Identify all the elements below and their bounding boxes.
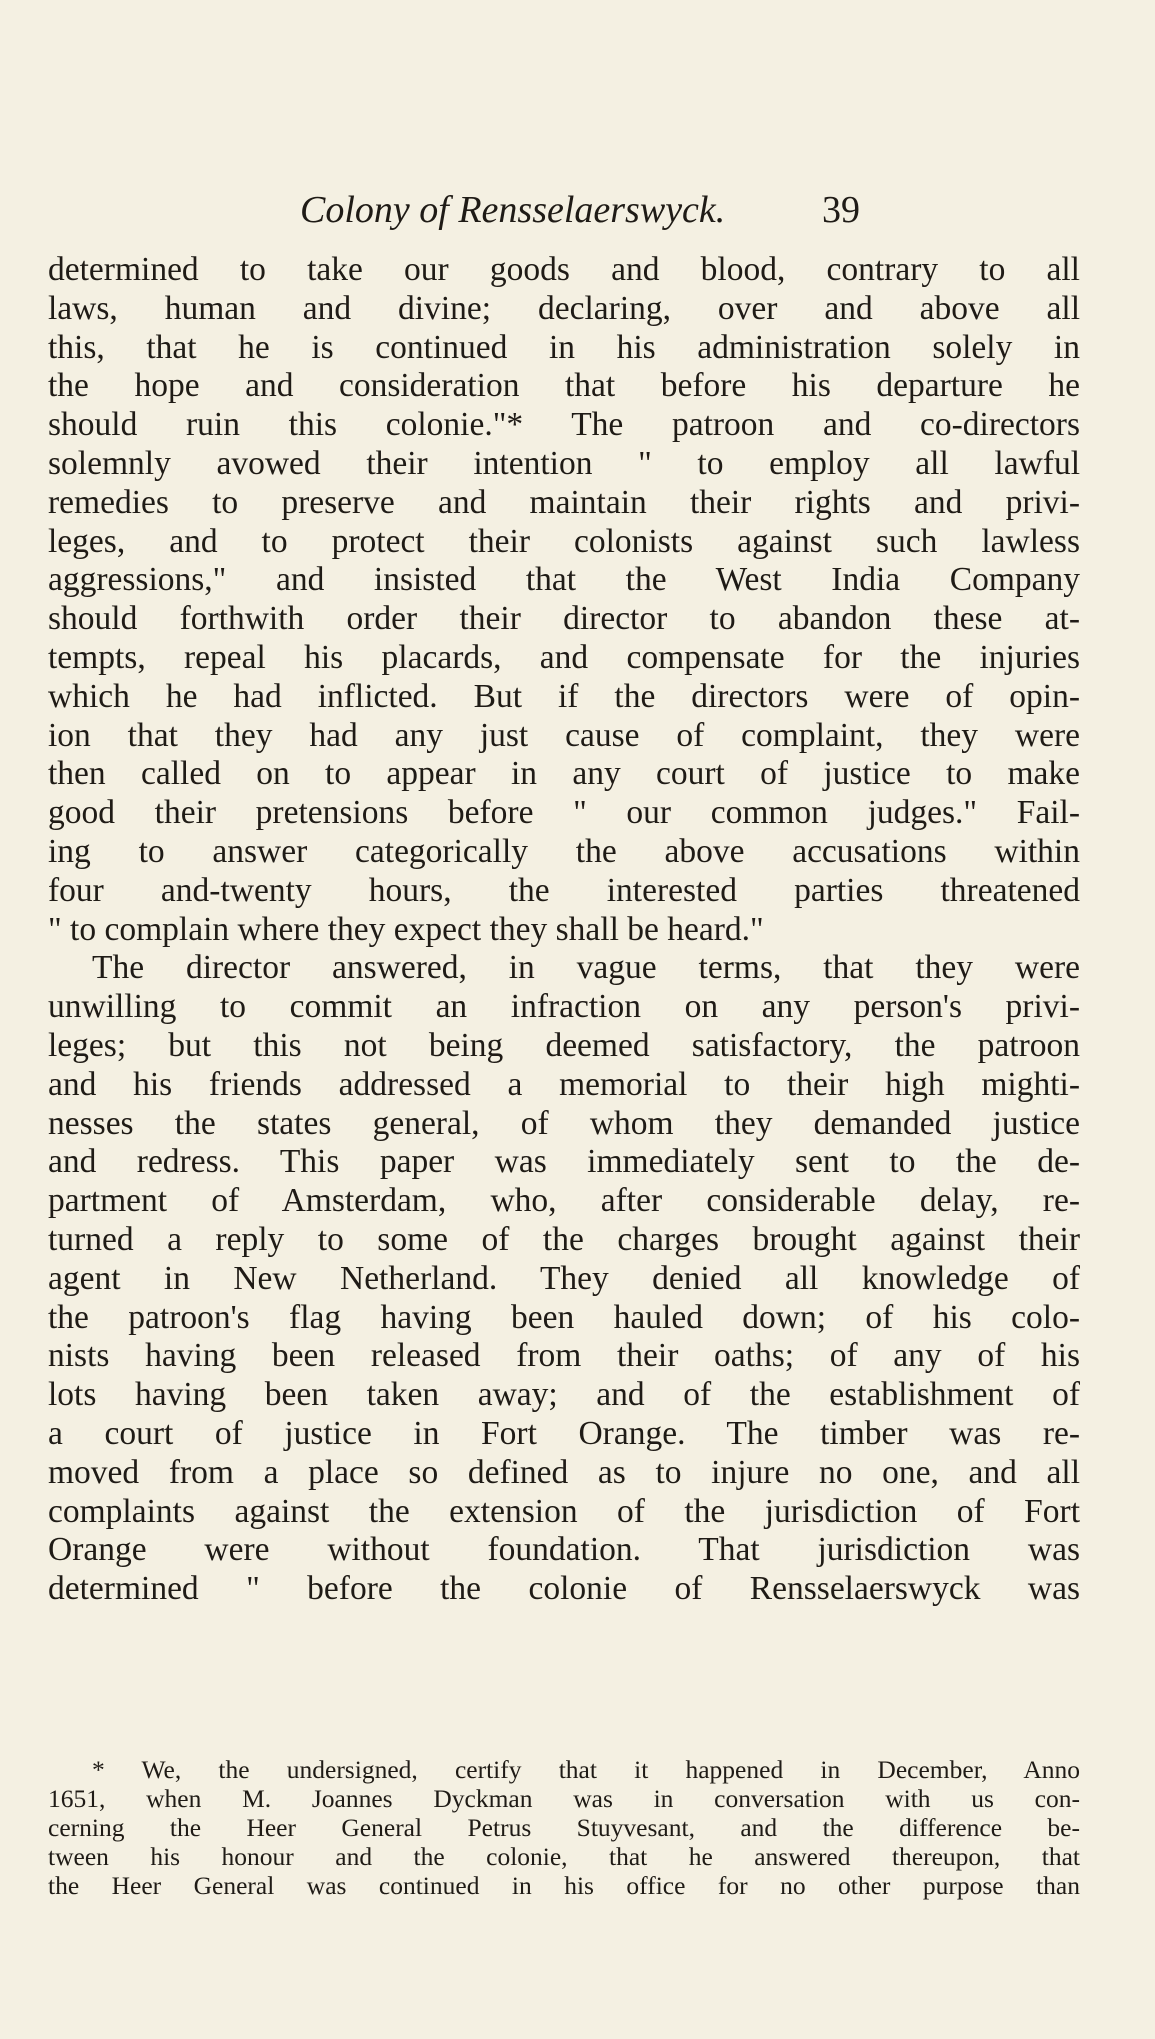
text-line: agent in New Netherland. They denied all knowledge of bbox=[48, 1259, 1080, 1297]
footnote-line: 1651, when M. Joannes Dyckman was in conversation with us con- bbox=[48, 1784, 1080, 1813]
text-line: determined " before the colonie of Rensselaerswyck was bbox=[48, 1570, 1080, 1608]
text-line: remedies to preserve and maintain their rights and privi- bbox=[48, 483, 1080, 521]
text-line: leges; but this not being deemed satisfactory, the patroon bbox=[48, 1026, 1080, 1064]
text-line: then called on to appear in any court of justice to make bbox=[48, 755, 1080, 793]
footnote-line: tween his honour and the colonie, that he answered thereupon, that bbox=[48, 1842, 1080, 1871]
text-line: turned a reply to some of the charges brought against their bbox=[48, 1220, 1080, 1258]
text-line: ing to answer categorically the above accusations within bbox=[48, 832, 1080, 870]
text-line: should forthwith order their director to abandon these at- bbox=[48, 600, 1080, 638]
text-line: the hope and consideration that before his departure he bbox=[48, 367, 1080, 405]
text-line: moved from a place so defined as to injure no one, and all bbox=[48, 1453, 1080, 1491]
text-line: partment of Amsterdam, who, after considerable delay, re- bbox=[48, 1182, 1080, 1220]
running-head bbox=[300, 188, 860, 238]
text-line: leges, and to protect their colonists against such lawless bbox=[48, 522, 1080, 560]
text-line: tempts, repeal his placards, and compensate for the injuries bbox=[48, 638, 1080, 676]
text-line: this, that he is continued in his administration solely in bbox=[48, 328, 1080, 366]
text-line: ion that they had any just cause of complaint, they were bbox=[48, 716, 1080, 754]
text-line: good their pretensions before " our common judges." Fail- bbox=[48, 794, 1080, 832]
text-line: nesses the states general, of whom they demanded justice bbox=[48, 1104, 1080, 1142]
text-line: complaints against the extension of the jurisdiction of Fort bbox=[48, 1492, 1080, 1530]
text-line: and his friends addressed a memorial to their high mighti- bbox=[48, 1065, 1080, 1103]
text-line: nists having been released from their oaths; of any of his bbox=[48, 1337, 1080, 1375]
text-line: and redress. This paper was immediately sent to the de- bbox=[48, 1143, 1080, 1181]
footnote bbox=[48, 1755, 1080, 1900]
text-line: lots having been taken away; and of the establishment of bbox=[48, 1376, 1080, 1414]
text-line: a court of justice in Fort Orange. The timber was re- bbox=[48, 1414, 1080, 1452]
running-title: Colony of Rensselaerswyck. bbox=[300, 189, 726, 231]
body-text bbox=[48, 251, 1080, 1609]
text-line: " to complain where they expect they shall be heard." bbox=[48, 910, 764, 948]
text-line: The director answered, in vague terms, that they were bbox=[92, 949, 1080, 987]
text-line: Orange were without foundation. That jurisdiction was bbox=[48, 1531, 1080, 1569]
text-line: laws, human and divine; declaring, over and above all bbox=[48, 289, 1080, 327]
page-number: 39 bbox=[822, 189, 860, 231]
footnote-line: * We, the undersigned, certify that it happened in December, Anno bbox=[92, 1755, 1080, 1784]
text-line: unwilling to commit an infraction on any person's privi- bbox=[48, 988, 1080, 1026]
text-line: the patroon's flag having been hauled down; of his colo- bbox=[48, 1298, 1080, 1336]
text-line: determined to take our goods and blood, contrary to all bbox=[48, 251, 1080, 288]
text-line: solemnly avowed their intention " to employ all lawful bbox=[48, 444, 1080, 482]
text-line: which he had inflicted. But if the directors were of opin- bbox=[48, 677, 1080, 715]
text-line: aggressions," and insisted that the West India Company bbox=[48, 561, 1080, 599]
footnote-line: the Heer General was continued in his office for no other purpose than bbox=[48, 1871, 1080, 1900]
text-line: four and-twenty hours, the interested parties threatened bbox=[48, 871, 1080, 909]
footnote-line: cerning the Heer General Petrus Stuyvesant, and the difference be- bbox=[48, 1813, 1080, 1842]
text-line: should ruin this colonie."* The patroon and co-directors bbox=[48, 406, 1080, 444]
